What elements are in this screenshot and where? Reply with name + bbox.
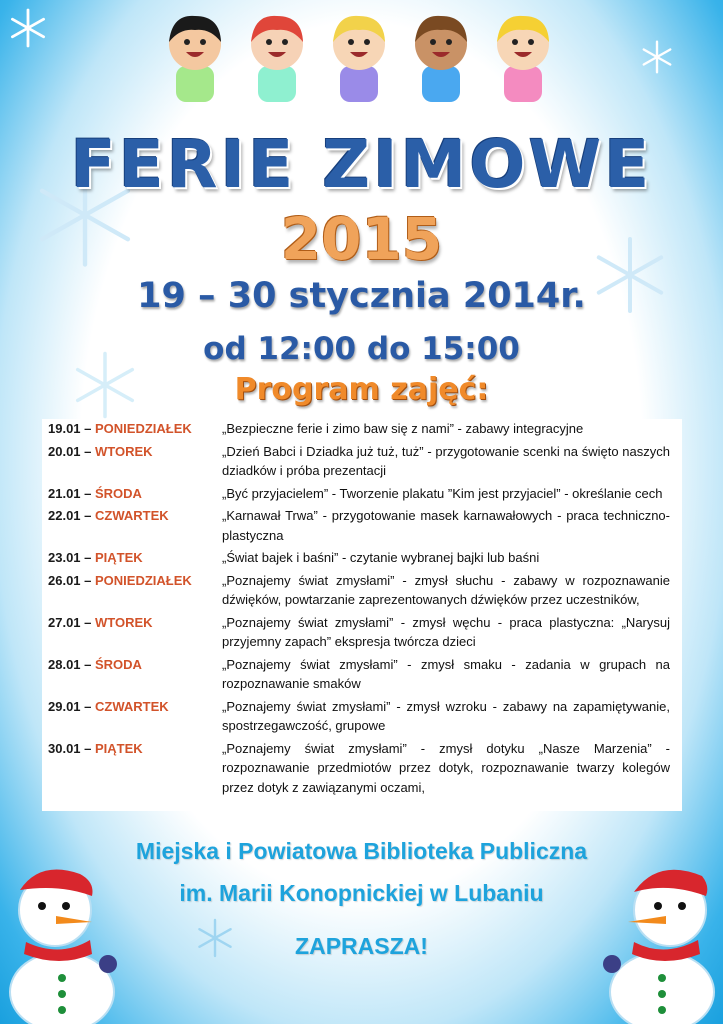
event-hours: od 12:00 do 15:00 bbox=[203, 331, 520, 367]
schedule-weekday: PONIEDZIAŁEK bbox=[95, 572, 192, 588]
snowman-left-icon bbox=[0, 862, 125, 1024]
schedule-weekday: ŚRODA bbox=[95, 656, 142, 672]
schedule-row bbox=[42, 419, 682, 439]
schedule-date: 21.01 – bbox=[48, 485, 92, 501]
library-name: Miejska i Powiatowa Biblioteka Publiczna bbox=[135, 838, 588, 864]
snowflake-icon bbox=[8, 8, 48, 48]
schedule-list bbox=[42, 419, 682, 811]
schedule-description: „Poznajemy świat zmysłami” - zmysł węchu - praca plastyczna: „Narysuj przyjemny zapach” ekspresja twórcza dzieci bbox=[222, 614, 670, 649]
schedule-day bbox=[42, 506, 222, 545]
schedule-description: „Poznajemy świat zmysłami” - zmysł smaku - zadania w grupach na rozpoznawanie smaków bbox=[222, 656, 670, 691]
schedule-weekday: PIĄTEK bbox=[95, 550, 143, 565]
schedule-day bbox=[42, 419, 222, 439]
schedule-date: 22.01 – bbox=[48, 508, 92, 523]
schedule-description: „Dzień Babci i Dziadka już tuż, tuż” - przygotowanie scenki na święto naszych dziadków i próba prezentacji bbox=[222, 443, 670, 478]
schedule-date: 30.01 – bbox=[48, 740, 92, 756]
schedule-date: 29.01 – bbox=[48, 698, 92, 714]
schedule-row bbox=[42, 655, 682, 694]
schedule-day bbox=[42, 571, 222, 610]
poster-year: 2015 bbox=[280, 205, 443, 273]
invitation-text: ZAPRASZA! bbox=[295, 933, 428, 959]
schedule-row bbox=[42, 613, 682, 652]
schedule-description: „Poznajemy świat zmysłami” - zmysł słuchu - zabawy w rozpoznawanie dźwięków, powtarzanie zaprezentowanych dźwięków przez uczestników, bbox=[222, 572, 670, 607]
schedule-date: 27.01 – bbox=[48, 614, 92, 630]
schedule-day bbox=[42, 697, 222, 736]
library-patron: im. Marii Konopnickiej w Lubaniu bbox=[179, 880, 544, 906]
snowflake-icon bbox=[640, 40, 674, 74]
schedule-description: „Świat bajek i baśni” - czytanie wybranej bajki lub baśni bbox=[222, 550, 540, 565]
snowman-right-icon bbox=[598, 862, 723, 1024]
children-illustration bbox=[160, 0, 560, 110]
schedule-weekday: ŚRODA bbox=[95, 485, 142, 501]
child-figure-icon bbox=[324, 8, 394, 108]
program-heading: Program zajęć: bbox=[234, 372, 489, 407]
schedule-day bbox=[42, 655, 222, 694]
child-figure-icon bbox=[242, 8, 312, 108]
schedule-date: 26.01 – bbox=[48, 572, 92, 588]
poster-title: FERIE ZIMOWE bbox=[70, 126, 653, 203]
schedule-day bbox=[42, 613, 222, 652]
schedule-day bbox=[42, 739, 222, 798]
schedule-row bbox=[42, 442, 682, 481]
schedule-day bbox=[42, 548, 222, 568]
schedule-date: 20.01 – bbox=[48, 443, 92, 459]
schedule-day bbox=[42, 442, 222, 481]
child-figure-icon bbox=[406, 8, 476, 108]
schedule-row bbox=[42, 506, 682, 545]
schedule-weekday: CZWARTEK bbox=[95, 698, 169, 714]
schedule-description: „Poznajemy świat zmysłami” - zmysł dotyku „Nasze Marzenia” - rozpoznawanie przedmiotów przez dotyk, rozpoznawanie twarzy kolegów przez dotyk z zawiązanymi oczami, bbox=[222, 740, 670, 795]
event-dates: 19 – 30 stycznia 2014r. bbox=[137, 276, 586, 316]
schedule-date: 23.01 – bbox=[48, 550, 92, 565]
schedule-row bbox=[42, 697, 682, 736]
schedule-weekday: WTOREK bbox=[95, 614, 153, 630]
schedule-description: „Poznajemy świat zmysłami” - zmysł wzroku - zabawy na zapamiętywanie, spostrzegawczość, grupowe bbox=[222, 698, 670, 733]
schedule-row bbox=[42, 739, 682, 798]
schedule-weekday: WTOREK bbox=[95, 443, 153, 459]
schedule-date: 19.01 – bbox=[48, 421, 92, 436]
schedule-row bbox=[42, 571, 682, 610]
schedule-row bbox=[42, 548, 682, 568]
schedule-weekday: PONIEDZIAŁEK bbox=[95, 421, 192, 436]
schedule-row bbox=[42, 484, 682, 504]
schedule-weekday: PIĄTEK bbox=[95, 740, 143, 756]
schedule-description: „Być przyjacielem” - Tworzenie plakatu ”Kim jest przyjaciel” - określanie cech bbox=[222, 485, 663, 501]
schedule-weekday: CZWARTEK bbox=[95, 508, 169, 523]
schedule-description: „Bezpieczne ferie i zimo baw się z nami” - zabawy integracyjne bbox=[222, 421, 584, 436]
schedule-description: „Karnawał Trwa” - przygotowanie masek karnawałowych - praca techniczno-plastyczna bbox=[222, 508, 670, 543]
schedule-date: 28.01 – bbox=[48, 656, 92, 672]
child-figure-icon bbox=[160, 8, 230, 108]
child-figure-icon bbox=[488, 8, 558, 108]
schedule-day bbox=[42, 484, 222, 504]
